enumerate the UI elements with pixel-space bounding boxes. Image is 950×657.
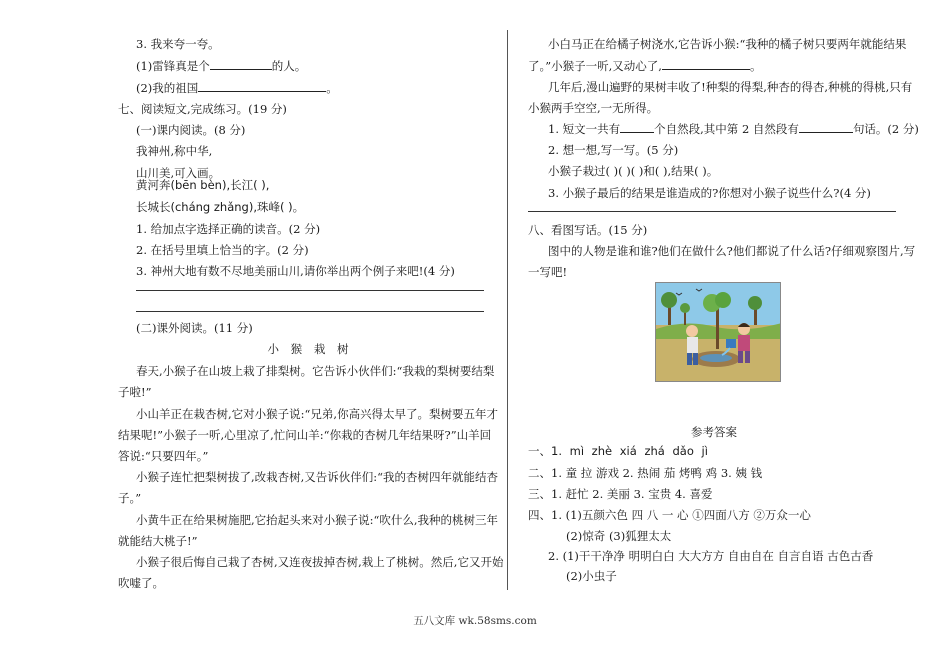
answer-line-3[interactable] <box>528 211 896 212</box>
q3-item-1-end: 的人。 <box>271 59 307 73</box>
answer-5-cont: (2)小虫子 <box>566 569 617 583</box>
story-line-8: 小黄牛正在给果树施肥,它抬起头来对小猴子说:“吹什么,我种的桃树三年 <box>136 513 499 527</box>
answer-4-cont: (2)惊奇 (3)狐狸太太 <box>566 529 672 543</box>
answer-line-2[interactable] <box>136 311 484 312</box>
answer-3: 三、1. 赶忙 2. 美丽 3. 宝贵 4. 喜爱 <box>528 487 713 501</box>
story-cont-line-2 <box>528 57 761 75</box>
section-7-heading: 七、阅读短文,完成练习。(19 分) <box>118 102 287 116</box>
story-q2: 2. 想一想,写一写。(5 分) <box>548 143 679 157</box>
answer-key-title: 参考答案 <box>691 425 737 439</box>
q3-heading: 3. 我来夸一夸。 <box>136 37 220 51</box>
picture-writing-prompt-2: 一写吧! <box>528 265 568 279</box>
answer-5: 2. (1)干干净净 明明白白 大大方方 自由自在 自言自语 古色古香 <box>548 549 874 563</box>
outside-reading-heading: (二)课外阅读。(11 分) <box>136 321 253 335</box>
footer-watermark: 五八文库 wk.58sms.com <box>413 615 537 627</box>
q3-item-2-end: 。 <box>326 81 338 95</box>
q3-item-1-text: (1)雷锋真是个 <box>136 59 210 73</box>
q3-item-2 <box>136 79 338 97</box>
story-cont-line-1: 小白马正在给橘子树浇水,它告诉小猴:“我种的橘子树只要两年就能结果 <box>548 37 907 51</box>
q3-item-2-blank[interactable] <box>198 80 326 92</box>
story-line-7: 子。” <box>118 491 142 505</box>
story-line-3: 小山羊正在栽杏树,它对小猴子说:“兄弟,你高兴得太早了。梨树要五年才 <box>136 407 499 421</box>
story-line-4: 结果呢!”小猴子一听,心里凉了,忙问山羊:“你栽的杏树几年结果呀?”山羊回 <box>118 428 492 442</box>
answer-1: 一、1. mì zhè xiá zhá dǎo jì <box>528 444 708 458</box>
story-q1-text-b: 个自然段,其中第 2 自然段有 <box>654 122 799 136</box>
answer-line-1[interactable] <box>136 290 484 291</box>
story-line-10: 小猴子很后悔自己栽了杏树,又连夜拔掉杏树,栽上了桃树。然后,它又开始 <box>136 555 504 569</box>
story-line-5: 答说:“只要四年。” <box>118 449 209 463</box>
story-blank[interactable] <box>662 58 750 70</box>
poem-line-1: 我神州,称中华, <box>136 144 213 158</box>
story-line-6: 小猴子连忙把梨树拔了,改栽杏树,又告诉伙伴们:“我的杏树四年就能结杏 <box>136 470 499 484</box>
story-q2-fill: 小猴子栽过( )( )( )和( ),结果( )。 <box>548 164 719 178</box>
story-line-9: 就能结大桃子!” <box>118 534 198 548</box>
paragraph-count-blank[interactable] <box>620 121 654 133</box>
poem-q3: 3. 神州大地有数不尽地美丽山川,请你举出两个例子来吧!(4 分) <box>136 264 455 278</box>
q3-item-1-blank[interactable] <box>210 58 272 70</box>
story-q1 <box>548 120 919 138</box>
story-cont-line-3: 几年后,漫山遍野的果树丰收了!种梨的得梨,种杏的得杏,种桃的得桃,只有 <box>548 80 913 94</box>
tree-planting-illustration <box>655 282 781 382</box>
poem-q2: 2. 在括号里填上恰当的字。(2 分) <box>136 243 309 257</box>
story-q1-text-c: 句话。(2 分) <box>852 122 919 136</box>
picture-writing-prompt-1: 图中的人物是谁和谁?他们在做什么?他们都说了什么话?仔细观察图片,写 <box>548 244 916 258</box>
story-q3: 3. 小猴子最后的结果是谁造成的?你想对小猴子说些什么?(4 分) <box>548 186 871 200</box>
poem-line-2: 山川美,可入画。 <box>136 166 221 180</box>
poem-line-4: 长城长(cháng zhǎng),珠峰( )。 <box>136 200 305 214</box>
answer-2: 二、1. 童 拉 游戏 2. 热闹 茄 烤鸭 鸡 3. 姨 钱 <box>528 466 763 480</box>
story-q1-text-a: 1. 短文一共有 <box>548 122 621 136</box>
story-cont-line-2-text: 了。”小猴子一听,又动心了, <box>528 59 662 73</box>
story-line-2: 子啦!” <box>118 385 152 399</box>
poem-q1: 1. 给加点字选择正确的读音。(2 分) <box>136 222 321 236</box>
answer-4: 四、1. (1)五颜六色 四 八 一 心 ①四面八方 ②万众一心 <box>528 508 811 522</box>
section-8-heading: 八、看图写话。(15 分) <box>528 223 648 237</box>
q3-item-2-text: (2)我的祖国 <box>136 81 199 95</box>
column-divider <box>507 30 508 590</box>
sentence-count-blank[interactable] <box>799 121 853 133</box>
story-cont-line-4: 小猴两手空空,一无所得。 <box>528 101 659 115</box>
story-title: 小 猴 栽 树 <box>267 342 353 356</box>
story-line-1: 春天,小猴子在山坡上栽了排梨树。它告诉小伙伴们:“我栽的梨树要结梨 <box>136 364 495 378</box>
illustration-svg <box>656 283 781 382</box>
poem-line-3: 黄河奔(bēn bèn),长江( ), <box>136 178 270 192</box>
in-class-reading-heading: (一)课内阅读。(8 分) <box>136 123 246 137</box>
story-cont-line-2-end: 。 <box>749 59 762 73</box>
q3-item-1 <box>136 57 306 75</box>
story-line-11: 吹嘘了。 <box>118 576 164 590</box>
